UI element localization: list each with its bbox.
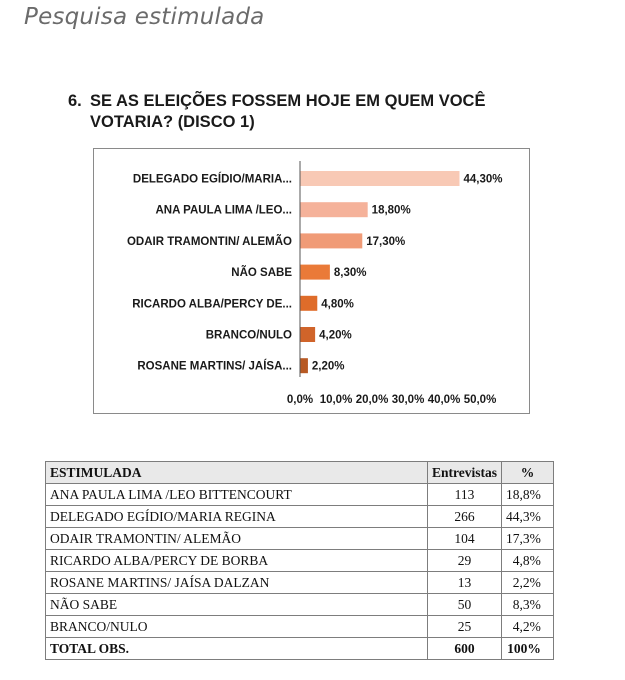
data-label: 44,30%	[463, 173, 503, 186]
total-label-cell: TOTAL OBS.	[46, 638, 428, 660]
results-table-wrap	[45, 461, 554, 660]
category-label: ROSANE MARTINS/ JAÍSA...	[137, 360, 292, 373]
bar	[300, 358, 308, 373]
table-header-row	[46, 462, 554, 484]
candidate-cell: DELEGADO EGÍDIO/MARIA REGINA	[46, 506, 428, 528]
results-table	[45, 461, 554, 660]
x-tick-label: 20,0%	[355, 394, 389, 406]
category-label: RICARDO ALBA/PERCY DE...	[132, 298, 292, 311]
x-tick-label: 0,0%	[286, 394, 314, 406]
category-label: BRANCO/NULO	[205, 329, 292, 342]
percent-cell: 8,3%	[502, 594, 554, 616]
question-number: 6.	[68, 92, 82, 110]
bar-chart-svg	[94, 149, 531, 415]
page-title: Pesquisa estimulada	[24, 4, 265, 30]
table-header-cell: %	[502, 462, 554, 484]
question-heading	[68, 91, 588, 133]
table-total-row	[46, 638, 554, 660]
table-row	[46, 550, 554, 572]
count-cell: 266	[428, 506, 502, 528]
candidate-cell: ANA PAULA LIMA /LEO BITTENCOURT	[46, 484, 428, 506]
count-cell: 104	[428, 528, 502, 550]
table-row	[46, 616, 554, 638]
question-text-line1: SE AS ELEIÇÕES FOSSEM HOJE EM QUEM VOCÊ	[90, 92, 486, 110]
count-cell: 13	[428, 572, 502, 594]
bar-chart	[93, 148, 530, 414]
data-label: 4,80%	[321, 298, 354, 311]
percent-cell: 18,8%	[502, 484, 554, 506]
total-percent-cell: 100%	[502, 638, 554, 660]
category-label: NÃO SABE	[231, 267, 292, 280]
category-label: ODAIR TRAMONTIN/ ALEMÃO	[126, 235, 292, 248]
candidate-cell: NÃO SABE	[46, 594, 428, 616]
bar	[300, 296, 317, 311]
bar	[300, 233, 362, 248]
percent-cell: 4,2%	[502, 616, 554, 638]
count-cell: 50	[428, 594, 502, 616]
bar	[300, 171, 459, 186]
total-count-cell: 600	[428, 638, 502, 660]
percent-cell: 17,3%	[502, 528, 554, 550]
count-cell: 29	[428, 550, 502, 572]
count-cell: 113	[428, 484, 502, 506]
x-tick-label: 10,0%	[319, 394, 353, 406]
candidate-cell: ODAIR TRAMONTIN/ ALEMÃO	[46, 528, 428, 550]
percent-cell: 4,8%	[502, 550, 554, 572]
candidate-cell: RICARDO ALBA/PERCY DE BORBA	[46, 550, 428, 572]
table-row	[46, 572, 554, 594]
category-label: DELEGADO EGÍDIO/MARIA...	[132, 173, 292, 186]
table-row	[46, 484, 554, 506]
table-header-cell: Entrevistas	[428, 462, 502, 484]
candidate-cell: ROSANE MARTINS/ JAÍSA DALZAN	[46, 572, 428, 594]
data-label: 8,30%	[333, 267, 367, 280]
x-tick-label: 40,0%	[427, 394, 461, 406]
percent-cell: 2,2%	[502, 572, 554, 594]
data-label: 17,30%	[366, 235, 406, 248]
table-row	[46, 594, 554, 616]
data-label: 2,20%	[311, 360, 345, 373]
x-tick-label: 30,0%	[391, 394, 425, 406]
count-cell: 25	[428, 616, 502, 638]
table-header-cell: ESTIMULADA	[46, 462, 428, 484]
data-label: 18,80%	[371, 204, 411, 217]
x-tick-label: 50,0%	[463, 394, 497, 406]
category-label: ANA PAULA LIMA /LEO...	[155, 204, 292, 217]
bar	[300, 265, 330, 280]
candidate-cell: BRANCO/NULO	[46, 616, 428, 638]
question-text-line2: VOTARIA? (DISCO 1)	[90, 113, 255, 131]
percent-cell: 44,3%	[502, 506, 554, 528]
data-label: 4,20%	[319, 329, 352, 342]
bar	[300, 327, 315, 342]
bar	[300, 202, 368, 217]
table-row	[46, 506, 554, 528]
table-row	[46, 528, 554, 550]
